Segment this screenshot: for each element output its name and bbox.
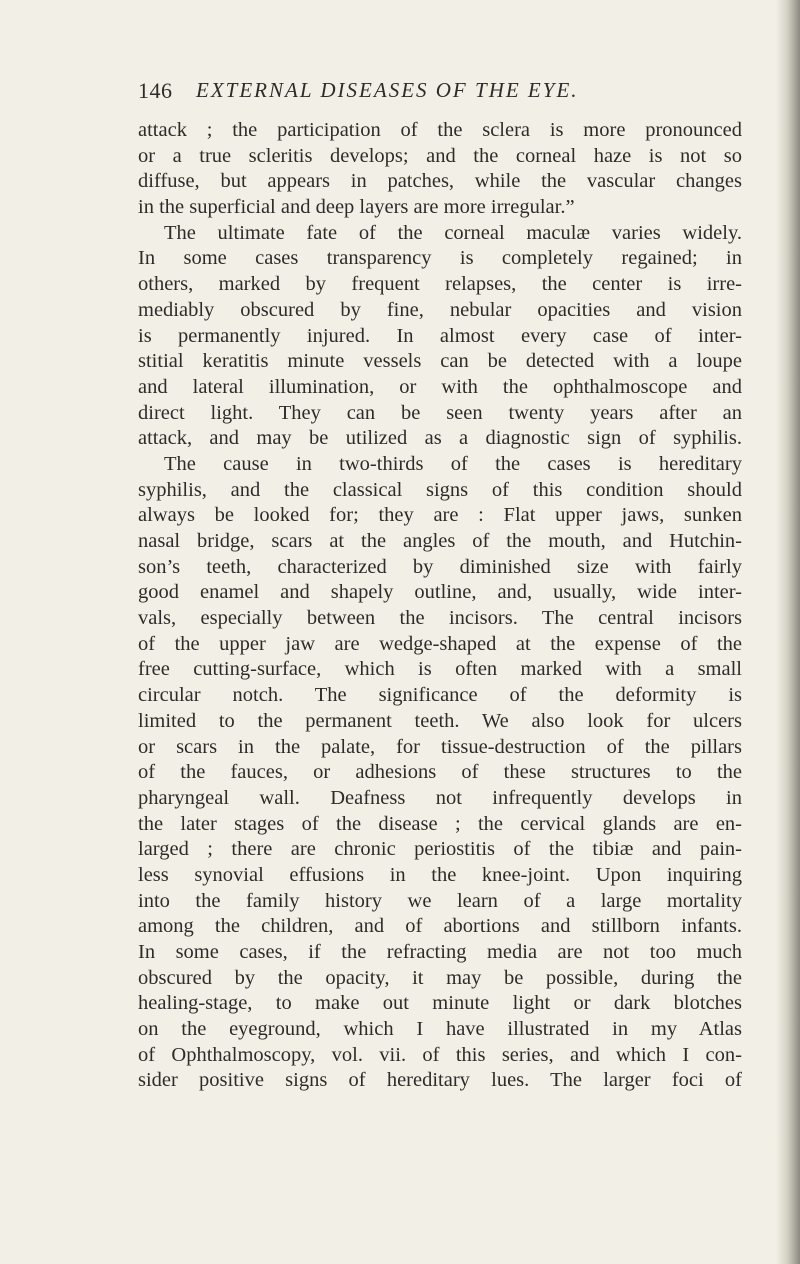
text-line: nasal bridge, scars at the angles of the mouth, and Hutchin- (138, 530, 742, 552)
text-line: good enamel and shapely outline, and, usually, wide inter- (138, 581, 742, 604)
text-line: or scars in the palate, for tissue-destruction of the pillars (138, 735, 742, 758)
text-line: syphilis, and the classical signs of this condition should (138, 478, 742, 501)
text-line: In some cases transparency is completely regained; in (138, 247, 742, 270)
text-line: the later stages of the disease ; the cervical glands are en- (138, 812, 742, 835)
text-line: limited to the permanent teeth. We also look for ulcers (138, 709, 742, 732)
text-line: The ultimate fate of the corneal maculæ varies widely. (164, 221, 742, 244)
text-line: circular notch. The significance of the deformity is (138, 684, 742, 707)
text-line: others, marked by frequent relapses, the center is irre- (138, 273, 742, 296)
text-line: attack ; the participation of the sclera is more pronounced (138, 119, 742, 141)
text-line: obscured by the opacity, it may be possible, during the (138, 966, 742, 989)
text-line: sider positive signs of hereditary lues. The larger foci of (138, 1069, 742, 1092)
text-line: son’s teeth, characterized by diminished size with fairly (138, 555, 742, 578)
text-line: of the fauces, or adhesions of these structures to the (138, 761, 742, 784)
text-line: of Ophthalmoscopy, vol. vii. of this series, and which I con- (138, 1043, 742, 1066)
text-line: healing-stage, to make out minute light or dark blotches (138, 992, 742, 1015)
text-line: attack, and may be utilized as a diagnostic sign of syphilis. (138, 427, 742, 450)
page-header (138, 78, 738, 104)
text-line: direct light. They can be seen twenty years after an (138, 401, 742, 424)
text-line: less synovial effusions in the knee-joint. Upon inquiring (138, 863, 742, 886)
text-line: always be looked for; they are : Flat upper jaws, sunken (138, 504, 742, 527)
text-line: in the superficial and deep layers are more irregular.” (138, 196, 575, 219)
text-line: pharyngeal wall. Deafness not infrequently develops in (138, 786, 742, 809)
text-line: of the upper jaw are wedge-shaped at the expense of the (138, 632, 742, 655)
text-line: The cause in two-thirds of the cases is hereditary (164, 452, 742, 475)
text-line: In some cases, if the refracting media are not too much (138, 941, 742, 963)
body-text (138, 118, 742, 1094)
page-number: 146 (138, 78, 173, 103)
text-line: on the eyeground, which I have illustrated in my Atlas (138, 1018, 742, 1041)
running-head: EXTERNAL DISEASES OF THE EYE. (196, 78, 579, 102)
text-line: free cutting-surface, which is often marked with a small (138, 658, 742, 681)
text-line: and lateral illumination, or with the ophthalmoscope and (138, 375, 742, 398)
text-line: stitial keratitis minute vessels can be detected with a loupe (138, 350, 742, 373)
text-line: or a true scleritis develops; and the corneal haze is not so (138, 144, 742, 167)
text-line: into the family history we learn of a large mortality (138, 889, 742, 912)
text-line: larged ; there are chronic periostitis of the tibiæ and pain- (138, 838, 742, 861)
text-line: among the children, and of abortions and stillborn infants. (138, 915, 742, 938)
text-line: is permanently injured. In almost every case of inter- (138, 324, 742, 347)
page-edge-shadow (776, 0, 800, 1264)
text-line: vals, especially between the incisors. The central incisors (138, 607, 742, 630)
text-line: mediably obscured by fine, nebular opacities and vision (138, 298, 742, 321)
text-line: diffuse, but appears in patches, while the vascular changes (138, 170, 742, 193)
